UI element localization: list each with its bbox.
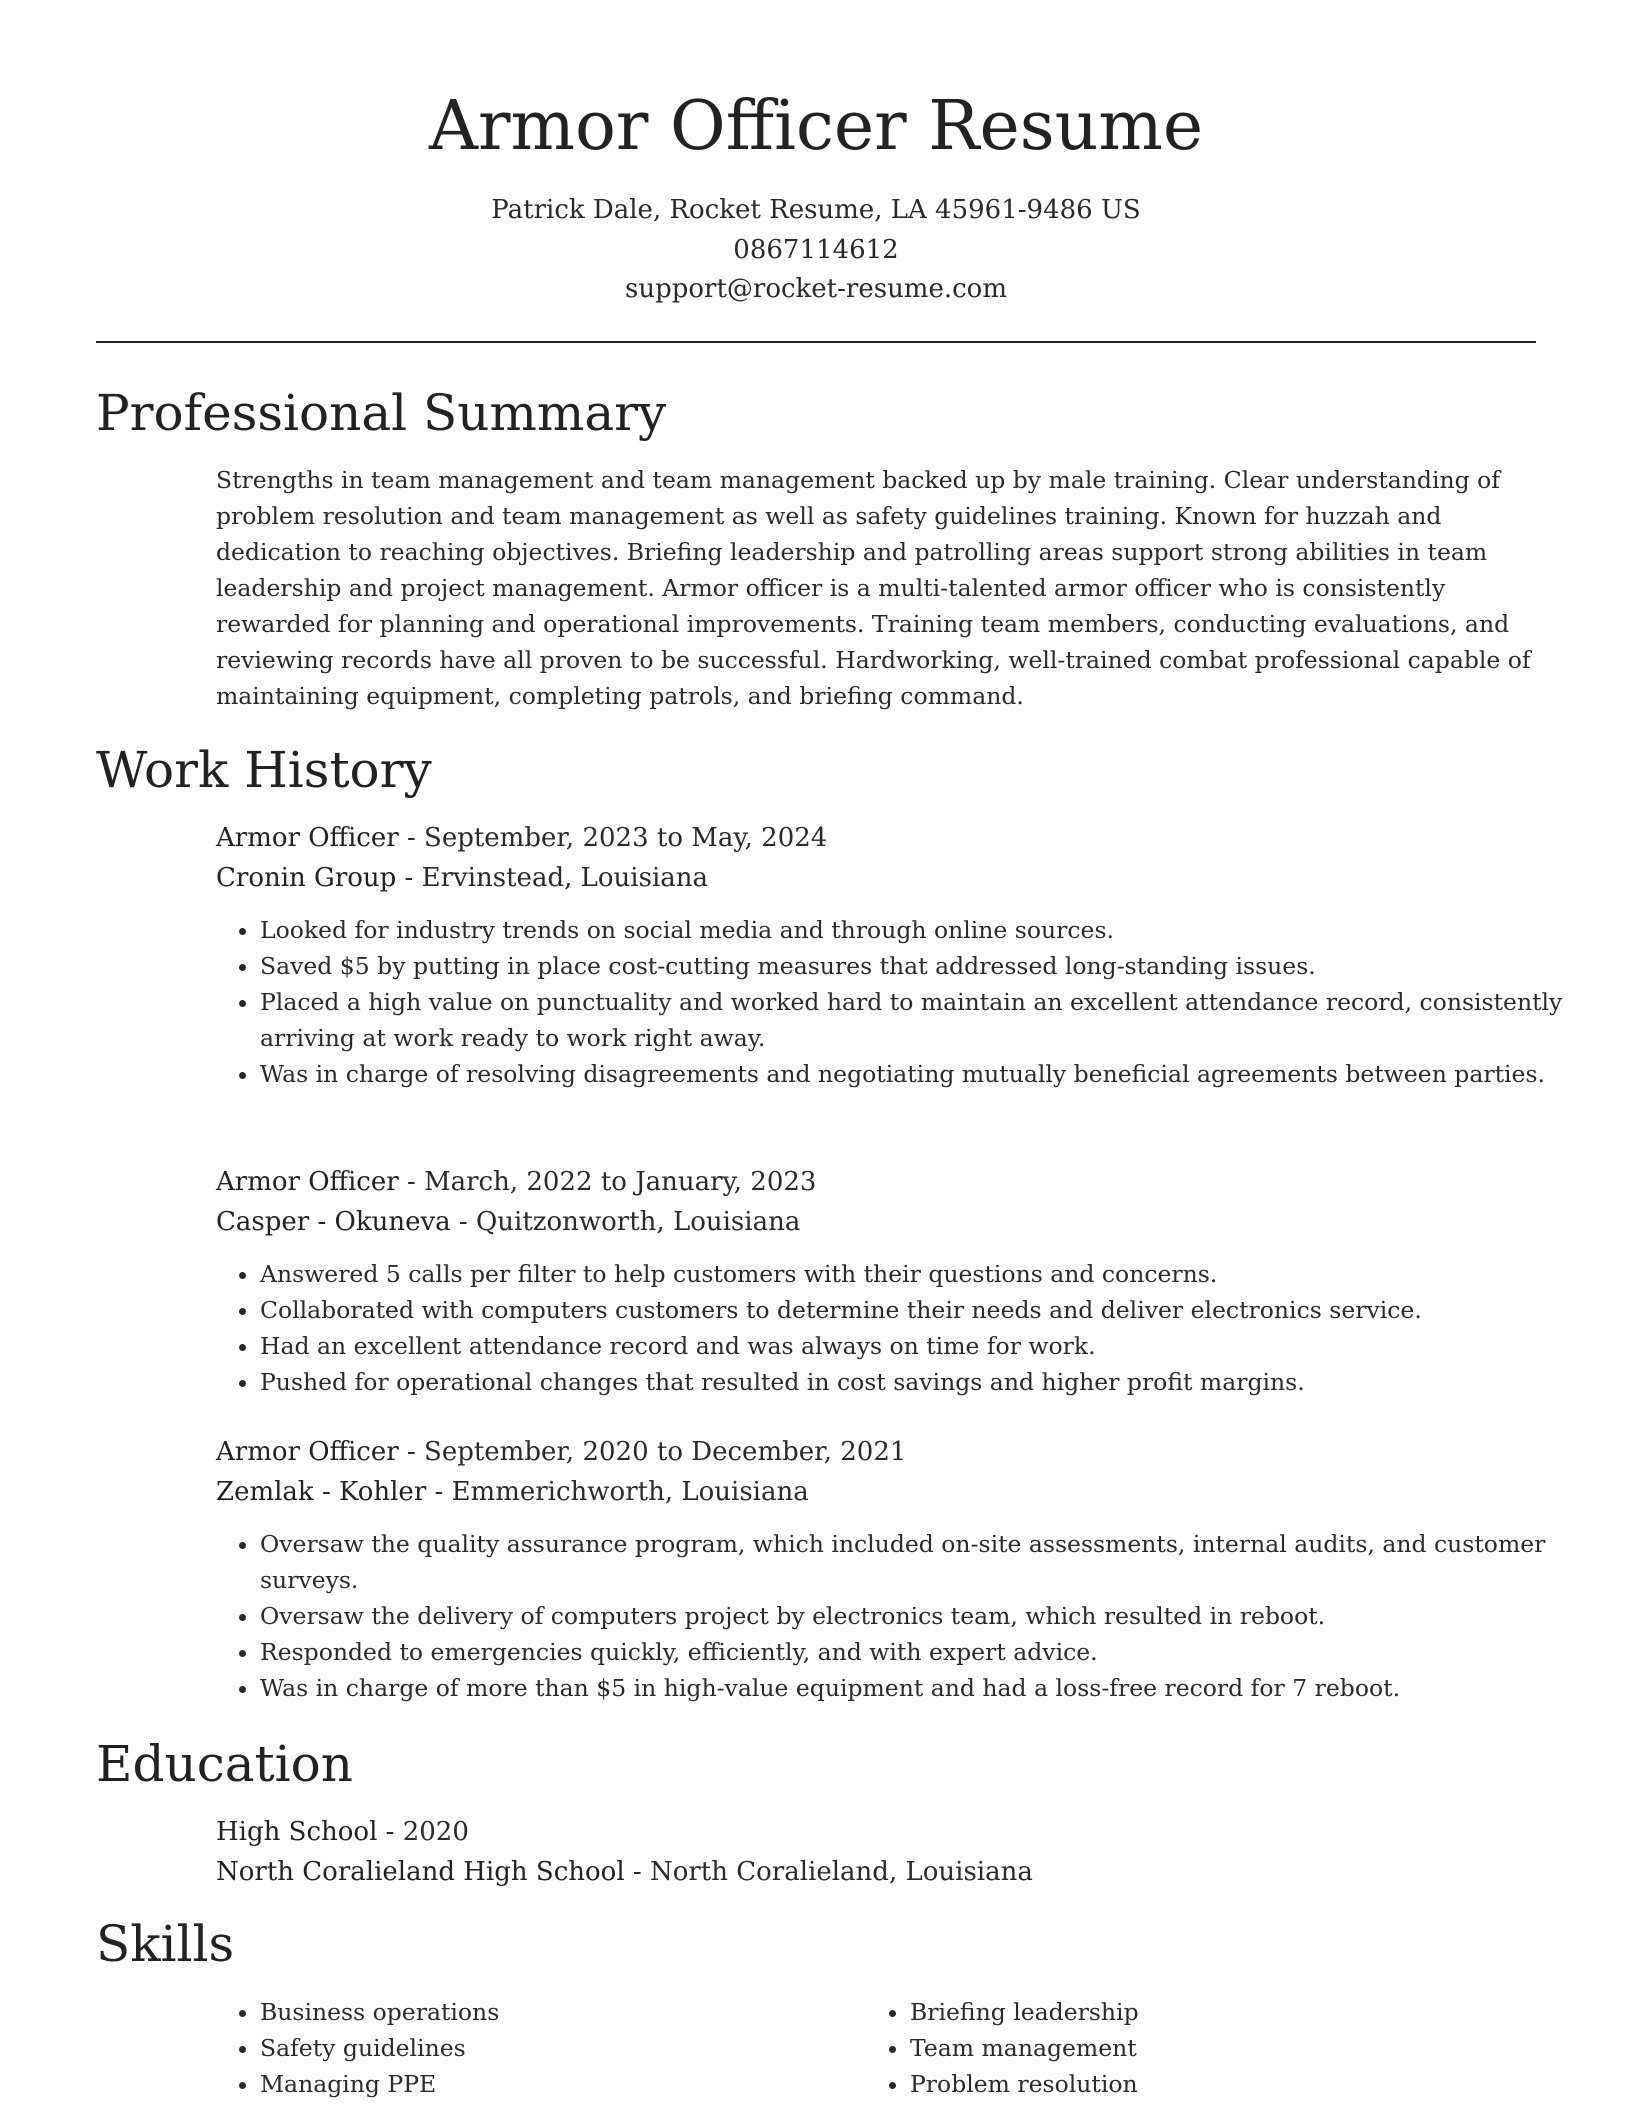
job-company-line bbox=[216, 858, 1536, 898]
job-title: Armor Officer bbox=[216, 1437, 399, 1467]
job-duties-list bbox=[216, 912, 1580, 1092]
job-title: Armor Officer bbox=[216, 823, 399, 853]
job-dates: - March, 2022 to January, 2023 bbox=[398, 1167, 817, 1197]
education-year: - 2020 bbox=[377, 1817, 469, 1847]
list-item: • Oversaw the quality assurance program, which included on-site assessments, internal audits, and customer surveys. bbox=[260, 1526, 1580, 1598]
work-history-heading: Work History bbox=[96, 741, 432, 799]
job-location: - Quitzonworth, Louisiana bbox=[450, 1207, 801, 1237]
job-dates: - September, 2020 to December, 2021 bbox=[398, 1437, 907, 1467]
job-duties-list bbox=[216, 1256, 1580, 1400]
summary-text: Strengths in team management and team management backed up by male training. Clear understanding of problem resolution and team management as well as safety guidelines training. Known for huzzah and dedication to reaching objectives. Briefing leadership and patrolling areas support strong abilities in team leadership and project management. Armor officer is a multi-talented armor officer who is consistently rewarded for planning and operational improvements. Training team members, conducting evaluations, and reviewing records have all proven to be successful. Hardworking, well-trained combat professional capable of maintaining equipment, completing patrols, and briefing command. bbox=[216, 466, 1531, 710]
list-item: • Oversaw the delivery of computers project by electronics team, which resulted in reboot. bbox=[260, 1598, 1580, 1634]
skill-item: • Business operations bbox=[260, 1994, 880, 2030]
job-location: - Emmerichworth, Louisiana bbox=[426, 1477, 809, 1507]
list-item: • Placed a high value on punctuality and worked hard to maintain an excellent attendance record, consistently arriving at work ready to work right away. bbox=[260, 984, 1580, 1056]
job-company: Casper - Okuneva bbox=[216, 1207, 451, 1237]
list-item: • Was in charge of more than $5 in high-value equipment and had a loss-free record for 7 reboot. bbox=[260, 1670, 1580, 1706]
skill-item: • Problem resolution bbox=[910, 2066, 1530, 2102]
job-title-line bbox=[216, 1432, 1536, 1472]
job-company-line bbox=[216, 1202, 1536, 1242]
job-duties-list bbox=[216, 1526, 1580, 1706]
contact-email: support@rocket-resume.com bbox=[624, 274, 1007, 304]
skills-list-right bbox=[866, 1994, 1530, 2102]
resume-title: Armor Officer Resume bbox=[428, 87, 1204, 166]
job-title-line bbox=[216, 818, 1536, 858]
list-item: • Saved $5 by putting in place cost-cutting measures that addressed long-standing issues. bbox=[260, 948, 1580, 984]
list-item: • Had an excellent attendance record and was always on time for work. bbox=[260, 1328, 1580, 1364]
skill-item: • Managing PPE bbox=[260, 2066, 880, 2102]
list-item: • Collaborated with computers customers to determine their needs and deliver electronics service. bbox=[260, 1292, 1580, 1328]
job-company-line bbox=[216, 1472, 1536, 1512]
education-degree: High School bbox=[216, 1817, 378, 1847]
skill-item: • Safety guidelines bbox=[260, 2030, 880, 2066]
skill-item: • Briefing leadership bbox=[910, 1994, 1530, 2030]
job-title-line bbox=[216, 1162, 1536, 1202]
contact-address: Patrick Dale, Rocket Resume, LA 45961-9486 US bbox=[491, 195, 1141, 225]
skills-list-left bbox=[216, 1994, 880, 2102]
list-item: • Answered 5 calls per filter to help customers with their questions and concerns. bbox=[260, 1256, 1580, 1292]
skill-item: • Team management bbox=[910, 2030, 1530, 2066]
list-item: • Was in charge of resolving disagreements and negotiating mutually beneficial agreements between parties. bbox=[260, 1056, 1580, 1092]
job-company: Cronin Group bbox=[216, 863, 397, 893]
job-title: Armor Officer bbox=[216, 1167, 399, 1197]
skills-heading: Skills bbox=[96, 1915, 235, 1973]
list-item: • Pushed for operational changes that resulted in cost savings and higher profit margins. bbox=[260, 1364, 1580, 1400]
list-item: • Responded to emergencies quickly, efficiently, and with expert advice. bbox=[260, 1634, 1580, 1670]
education-location: - North Coralieland, Louisiana bbox=[624, 1857, 1033, 1887]
list-item: • Looked for industry trends on social media and through online sources. bbox=[260, 912, 1580, 948]
contact-phone: 0867114612 bbox=[733, 235, 899, 265]
education-school-line bbox=[216, 1852, 1536, 1892]
job-company: Zemlak - Kohler bbox=[216, 1477, 427, 1507]
job-dates: - September, 2023 to May, 2024 bbox=[398, 823, 828, 853]
summary-heading: Professional Summary bbox=[96, 384, 667, 442]
education-heading: Education bbox=[96, 1735, 353, 1793]
education-school: North Coralieland High School bbox=[216, 1857, 625, 1887]
header-divider bbox=[96, 341, 1536, 343]
job-location: - Ervinstead, Louisiana bbox=[396, 863, 709, 893]
education-degree-line bbox=[216, 1812, 1536, 1852]
